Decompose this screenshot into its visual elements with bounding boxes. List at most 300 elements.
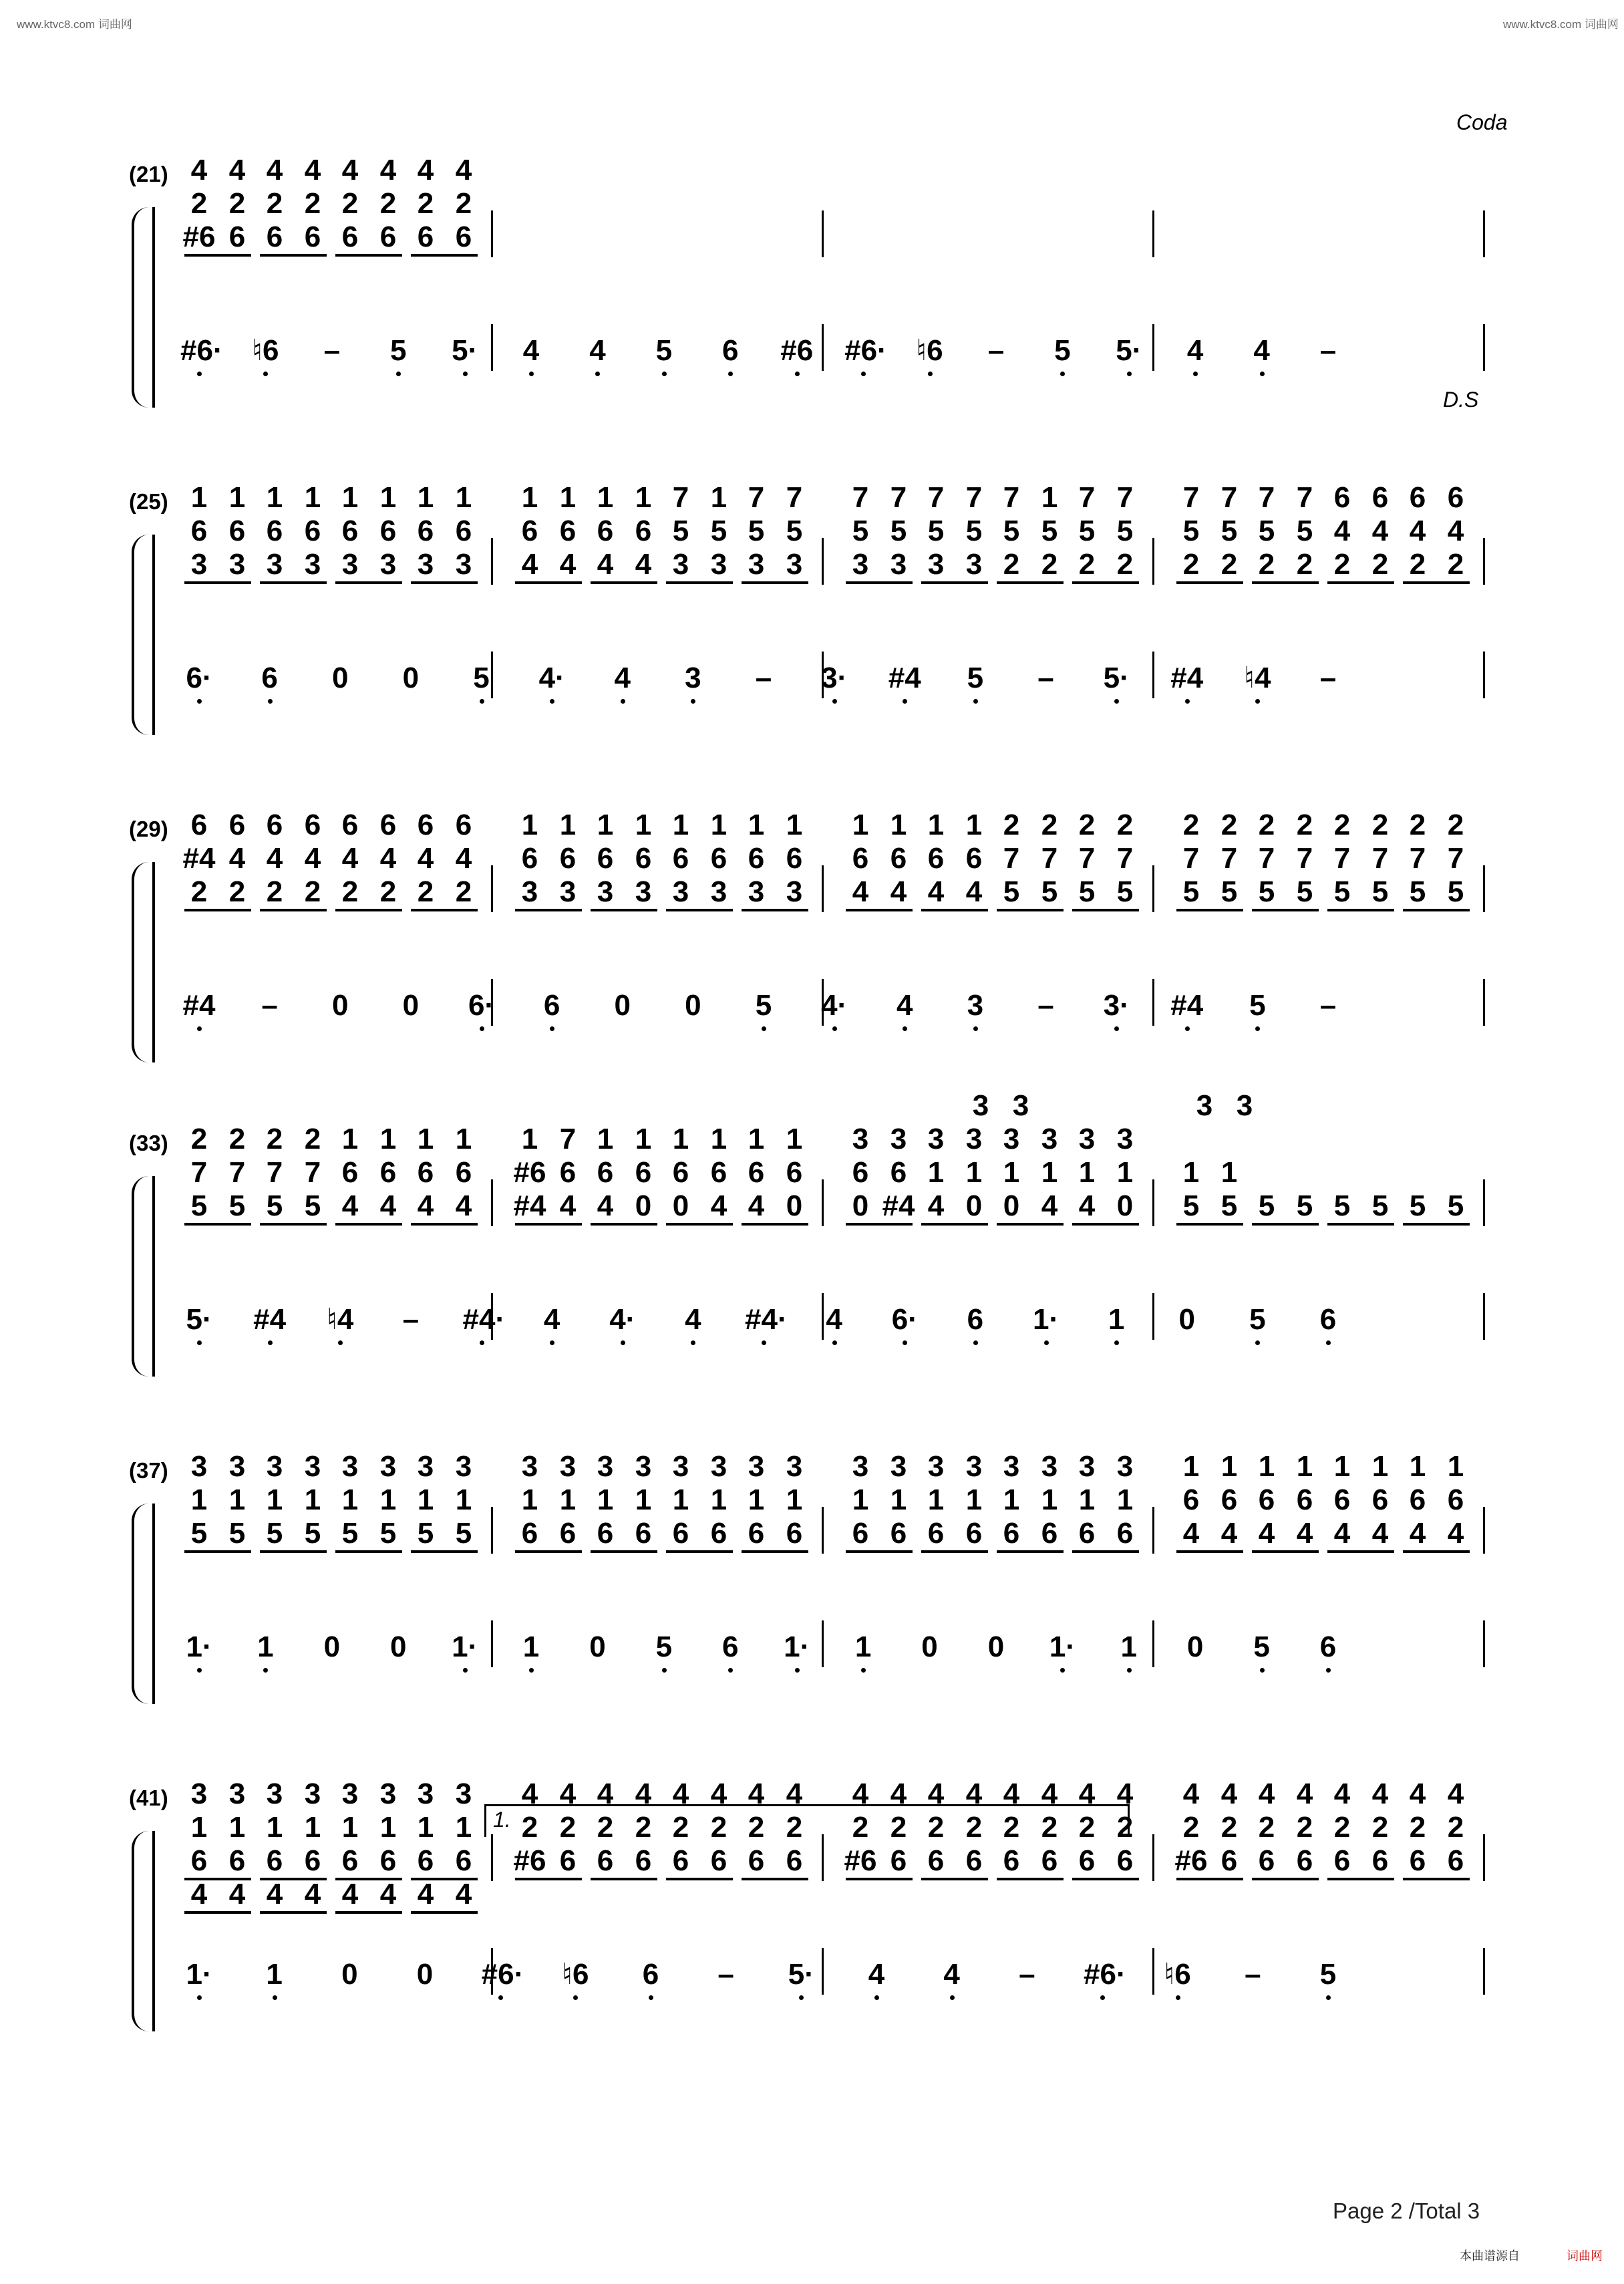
note: 2 — [190, 1123, 208, 1155]
lh-note: 4 — [543, 1303, 560, 1336]
lh-note: 5 — [755, 989, 772, 1022]
note: 6 — [927, 1844, 945, 1877]
note: 4 — [852, 875, 869, 908]
note: 2 — [266, 187, 283, 220]
beam-line — [335, 581, 402, 584]
lh-note: 6 — [722, 1630, 739, 1663]
octave-dot — [1060, 1668, 1065, 1673]
lh-note: 4 — [826, 1303, 842, 1336]
lh-note: – — [323, 334, 341, 367]
barline-upper — [822, 865, 824, 912]
note: 5 — [1041, 515, 1058, 547]
note: 2 — [266, 875, 283, 908]
note: 6 — [597, 1517, 614, 1550]
note: 4 — [1371, 1517, 1389, 1550]
note: 7 — [266, 1156, 283, 1189]
note: 3 — [1116, 1123, 1134, 1155]
lh-note: 0 — [341, 1958, 358, 1991]
note: 2 — [1258, 809, 1275, 841]
beam-line — [411, 909, 478, 911]
lh-note: #4· — [462, 1303, 506, 1336]
note: 3 — [379, 1777, 397, 1810]
barline-lower — [1152, 1948, 1154, 1995]
beam-line — [411, 1911, 478, 1914]
beam-line — [184, 1223, 251, 1226]
octave-dot — [691, 1340, 695, 1345]
barline-lower — [1152, 979, 1154, 1026]
brace-top — [132, 1504, 149, 1604]
note: 1 — [341, 1123, 359, 1155]
lh-note: – — [1319, 662, 1337, 694]
octave-dot — [649, 1995, 653, 2000]
note: 2 — [1296, 809, 1313, 841]
note: 7 — [304, 1156, 321, 1189]
note: 2 — [748, 1811, 765, 1844]
note: 4 — [710, 1777, 727, 1810]
note: 6 — [597, 1844, 614, 1877]
note: 1 — [1078, 1483, 1096, 1516]
note: 4 — [890, 1777, 907, 1810]
beam-line — [411, 254, 478, 257]
note: 0 — [1003, 1189, 1020, 1222]
note: 2 — [1296, 1811, 1313, 1844]
beam-line — [260, 254, 327, 257]
note: 4 — [1078, 1777, 1096, 1810]
system-bracket — [152, 1176, 155, 1377]
barline-upper — [1483, 1179, 1485, 1226]
note: 4 — [341, 1878, 359, 1910]
note: 2 — [228, 187, 246, 220]
lh-note: 4 — [1253, 334, 1270, 367]
octave-dot — [498, 1995, 503, 2000]
barline-upper — [1152, 1507, 1154, 1554]
note: 1 — [559, 809, 577, 841]
lh-note: 3 — [967, 989, 984, 1022]
note: 4 — [597, 1777, 614, 1810]
note: 2 — [1078, 1811, 1096, 1844]
note: 4 — [1221, 1517, 1238, 1550]
measure-number: (33) — [129, 1131, 168, 1155]
note: 3 — [635, 1450, 652, 1483]
note: 5 — [304, 1517, 321, 1550]
note: 6 — [1221, 1844, 1238, 1877]
octave-dot — [861, 372, 866, 376]
octave-dot — [529, 372, 534, 376]
note: 6 — [1447, 1483, 1464, 1516]
beam-line — [1072, 1878, 1139, 1880]
lh-note: 5· — [452, 334, 478, 367]
note: #6 — [182, 221, 216, 253]
note: 1 — [890, 809, 907, 841]
lh-note: 6 — [1319, 1303, 1337, 1336]
note: 3 — [559, 875, 577, 908]
beam-line — [1252, 909, 1319, 911]
note: 6 — [521, 842, 538, 875]
note: 1 — [635, 1123, 652, 1155]
octave-dot — [197, 1340, 202, 1345]
note: 4 — [455, 1878, 472, 1910]
note: 6 — [228, 221, 246, 253]
note: 2 — [379, 875, 397, 908]
note: 1 — [710, 1483, 727, 1516]
note: 6 — [748, 1156, 765, 1189]
note: 1 — [521, 1123, 538, 1155]
note: 2 — [852, 1811, 869, 1844]
note: #6 — [513, 1156, 546, 1189]
measure-number: (41) — [129, 1786, 168, 1810]
note: 3 — [228, 548, 246, 581]
note: 3 — [748, 1450, 765, 1483]
barline-upper — [1483, 1834, 1485, 1881]
note: 6 — [890, 1517, 907, 1550]
octave-dot — [550, 1026, 554, 1031]
note: 6 — [304, 809, 321, 841]
note: 4 — [672, 1777, 689, 1810]
lh-note: #4· — [745, 1303, 788, 1336]
note: 5 — [1116, 515, 1134, 547]
note: 1 — [417, 1123, 434, 1155]
beam-line — [515, 581, 582, 584]
octave-dot — [197, 1668, 202, 1673]
note: 6 — [1116, 1517, 1134, 1550]
note: 6 — [1333, 1844, 1351, 1877]
system-bracket — [152, 1831, 155, 2031]
beam-line — [742, 1550, 808, 1553]
note: 1 — [965, 1156, 983, 1189]
note: 6 — [417, 1844, 434, 1877]
beam-line — [184, 1911, 251, 1914]
system-bracket — [152, 1504, 155, 1704]
brace-bottom — [132, 1276, 149, 1377]
barline-upper — [1483, 538, 1485, 585]
note: 6 — [1041, 1844, 1058, 1877]
barline-upper — [1152, 1179, 1154, 1226]
octave-dot — [463, 372, 468, 376]
note: 1 — [228, 1483, 246, 1516]
beam-line — [846, 909, 913, 911]
note: 6 — [965, 1517, 983, 1550]
lh-note: 4 — [943, 1958, 960, 1991]
note: 1 — [521, 1483, 538, 1516]
note: 4 — [417, 1878, 434, 1910]
note: 4 — [1116, 1777, 1134, 1810]
note: 5 — [786, 515, 803, 547]
note: 3 — [1078, 1450, 1096, 1483]
note: 4 — [635, 1777, 652, 1810]
system-bracket — [152, 535, 155, 735]
note: 2 — [1182, 1811, 1200, 1844]
beam-line — [1176, 1223, 1243, 1226]
note: 6 — [748, 1517, 765, 1550]
note: 6 — [266, 809, 283, 841]
note: 5 — [1182, 1189, 1200, 1222]
note: 2 — [1371, 1811, 1389, 1844]
note: 6 — [786, 1156, 803, 1189]
note: 1 — [748, 1123, 765, 1155]
note: 6 — [965, 1844, 983, 1877]
brace-bottom — [132, 1604, 149, 1704]
octave-dot — [1060, 372, 1065, 376]
octave-dot — [691, 699, 695, 704]
beam-line — [1252, 1878, 1319, 1880]
lh-note: 1· — [186, 1958, 212, 1991]
note: 6 — [1371, 481, 1389, 514]
note: 3 — [1116, 1450, 1134, 1483]
note: 6 — [1116, 1844, 1134, 1877]
lh-note: 1 — [522, 1630, 540, 1663]
beam-line — [997, 1223, 1064, 1226]
note: 2 — [1116, 548, 1134, 581]
barline-lower — [1152, 324, 1154, 371]
note: 4 — [597, 548, 614, 581]
octave-dot — [762, 1026, 766, 1031]
octave-dot — [903, 699, 907, 704]
barline-upper — [1483, 1507, 1485, 1554]
octave-dot — [1326, 1995, 1331, 2000]
note: 6 — [559, 842, 577, 875]
note: 4 — [341, 1189, 359, 1222]
note: 7 — [228, 1156, 246, 1189]
note: 6 — [1003, 1844, 1020, 1877]
note: 7 — [965, 481, 983, 514]
note: #4 — [882, 1189, 915, 1222]
lh-note: 0 — [389, 1630, 407, 1663]
measure-number: (25) — [129, 489, 168, 514]
note: 2 — [1409, 1811, 1426, 1844]
lh-note: 6 — [967, 1303, 984, 1336]
note: 0 — [1116, 1189, 1134, 1222]
lh-note: 1· — [452, 1630, 478, 1663]
note: 2 — [1116, 809, 1134, 841]
beam-line — [260, 1223, 327, 1226]
note: 1 — [1003, 1483, 1020, 1516]
note: 6 — [1333, 1483, 1351, 1516]
beam-line — [1072, 581, 1139, 584]
note: 1 — [597, 481, 614, 514]
note: 2 — [1182, 809, 1200, 841]
lh-note: 4· — [538, 662, 565, 694]
octave-dot — [480, 699, 484, 704]
barline-upper — [822, 1507, 824, 1554]
note: 3 — [455, 1450, 472, 1483]
note: 5 — [1296, 1189, 1313, 1222]
note: 3 — [852, 1450, 869, 1483]
ds-label: D.S — [1443, 388, 1479, 412]
note: 4 — [927, 1189, 945, 1222]
brace-bottom — [132, 1931, 149, 2031]
beam-line — [1403, 1878, 1470, 1880]
lh-note: 0 — [416, 1958, 434, 1991]
note: 7 — [1078, 842, 1096, 875]
note: 5 — [190, 1517, 208, 1550]
note: 2 — [1221, 809, 1238, 841]
octave-dot — [662, 1668, 667, 1673]
beam-line — [335, 254, 402, 257]
lh-note: 0 — [589, 1630, 606, 1663]
note: 6 — [228, 515, 246, 547]
barline-lower — [822, 324, 824, 371]
octave-dot — [197, 372, 202, 376]
note: 2 — [1371, 809, 1389, 841]
note: 6 — [672, 842, 689, 875]
octave-dot — [874, 1995, 879, 2000]
note: 4 — [1078, 1189, 1096, 1222]
lh-note: 5 — [967, 662, 984, 694]
note: 6 — [228, 809, 246, 841]
octave-dot — [1127, 372, 1132, 376]
note: 6 — [927, 1517, 945, 1550]
note: 6 — [710, 842, 727, 875]
lh-note: 4· — [609, 1303, 636, 1336]
note: 4 — [927, 875, 945, 908]
note: 7 — [927, 481, 945, 514]
note: 6 — [455, 515, 472, 547]
note: 5 — [1409, 875, 1426, 908]
note: 1 — [417, 481, 434, 514]
coda-label: Coda — [1456, 110, 1508, 134]
note: 2 — [228, 875, 246, 908]
note: 3 — [455, 1777, 472, 1810]
note: 4 — [304, 154, 321, 186]
note: 6 — [710, 1156, 727, 1189]
note: 2 — [1041, 1811, 1058, 1844]
lh-note: 5 — [1054, 334, 1071, 367]
brace-top — [132, 1831, 149, 1931]
note: 4 — [379, 1878, 397, 1910]
beam-line — [335, 1550, 402, 1553]
barline-lower — [1483, 324, 1485, 371]
note: 6 — [748, 1844, 765, 1877]
note: 6 — [266, 515, 283, 547]
note: 5 — [890, 515, 907, 547]
brace-top — [132, 535, 149, 635]
note: 1 — [852, 1483, 869, 1516]
beam-line — [921, 581, 988, 584]
octave-dot — [832, 699, 837, 704]
note: 6 — [559, 1156, 577, 1189]
note: 7 — [852, 481, 869, 514]
note: 1 — [379, 481, 397, 514]
note: 1 — [417, 1811, 434, 1844]
note: 5 — [1296, 875, 1313, 908]
octave-dot — [595, 372, 600, 376]
lh-note: 6· — [891, 1303, 918, 1336]
note: 2 — [304, 187, 321, 220]
note: 4 — [1258, 1777, 1275, 1810]
barline-lower — [1483, 979, 1485, 1026]
note: 5 — [1409, 1189, 1426, 1222]
note: 4 — [1333, 515, 1351, 547]
brace-bottom — [132, 307, 149, 408]
barline-upper — [1152, 1834, 1154, 1881]
note: 6 — [710, 1517, 727, 1550]
note: 1 — [597, 1123, 614, 1155]
octave-dot — [1255, 1026, 1260, 1031]
note: 2 — [304, 1123, 321, 1155]
lh-note: 0 — [332, 662, 349, 694]
note: 3 — [635, 875, 652, 908]
note: 1 — [786, 809, 803, 841]
note: 1 — [1182, 1156, 1200, 1189]
beam-line — [1252, 581, 1319, 584]
note: 3 — [965, 1123, 983, 1155]
note: 1 — [672, 809, 689, 841]
note: 1 — [304, 1811, 321, 1844]
lh-note: – — [1319, 989, 1337, 1022]
lh-note: 6 — [1319, 1630, 1337, 1663]
note: 3 — [341, 548, 359, 581]
note: 7 — [672, 481, 689, 514]
note: 4 — [341, 842, 359, 875]
note: 6 — [890, 1844, 907, 1877]
note: 6 — [379, 515, 397, 547]
note: 7 — [1258, 481, 1275, 514]
lh-note: – — [1019, 1958, 1035, 1991]
note: 1 — [1003, 1156, 1020, 1189]
barline-upper — [491, 1179, 493, 1226]
note: 3 — [710, 548, 727, 581]
note: 6 — [266, 1844, 283, 1877]
beam-line — [846, 1223, 913, 1226]
note: 3 — [266, 1777, 283, 1810]
note: 4 — [748, 1777, 765, 1810]
note: 4 — [748, 1189, 765, 1222]
note: 6 — [1296, 1844, 1313, 1877]
beam-line — [591, 909, 657, 911]
octave-dot — [973, 699, 978, 704]
note: 6 — [266, 221, 283, 253]
note: 1 — [1041, 1483, 1058, 1516]
note: 3 — [672, 548, 689, 581]
note-high: 3 — [1196, 1089, 1213, 1122]
beam-line — [666, 1223, 733, 1226]
note: 4 — [1333, 1777, 1351, 1810]
note: 4 — [1409, 515, 1426, 547]
barline-lower — [822, 1948, 824, 1995]
octave-dot — [1255, 1340, 1260, 1345]
system-bracket — [152, 862, 155, 1062]
beam-line — [591, 1550, 657, 1553]
note: 7 — [1447, 842, 1464, 875]
note: 2 — [379, 187, 397, 220]
note: 4 — [266, 154, 283, 186]
note: 4 — [559, 1777, 577, 1810]
note: 3 — [1003, 1123, 1020, 1155]
octave-dot — [480, 1026, 484, 1031]
octave-dot — [268, 1340, 273, 1345]
measure-number: (37) — [129, 1458, 168, 1483]
note: 2 — [190, 875, 208, 908]
lh-note: 4 — [685, 1303, 701, 1336]
note: 6 — [672, 1517, 689, 1550]
note: #6 — [1174, 1844, 1208, 1877]
note: 4 — [927, 1777, 945, 1810]
beam-line — [921, 1550, 988, 1553]
note: 3 — [417, 1777, 434, 1810]
octave-dot — [1114, 699, 1119, 704]
note: 7 — [1116, 842, 1134, 875]
note: 5 — [341, 1517, 359, 1550]
note: 6 — [1041, 1517, 1058, 1550]
octave-dot — [1260, 1668, 1265, 1673]
octave-dot — [795, 372, 800, 376]
lh-note: 1· — [784, 1630, 810, 1663]
note: 5 — [1182, 875, 1200, 908]
note: 2 — [304, 875, 321, 908]
note: 6 — [341, 809, 359, 841]
note: 1 — [304, 481, 321, 514]
note: 2 — [1182, 548, 1200, 581]
